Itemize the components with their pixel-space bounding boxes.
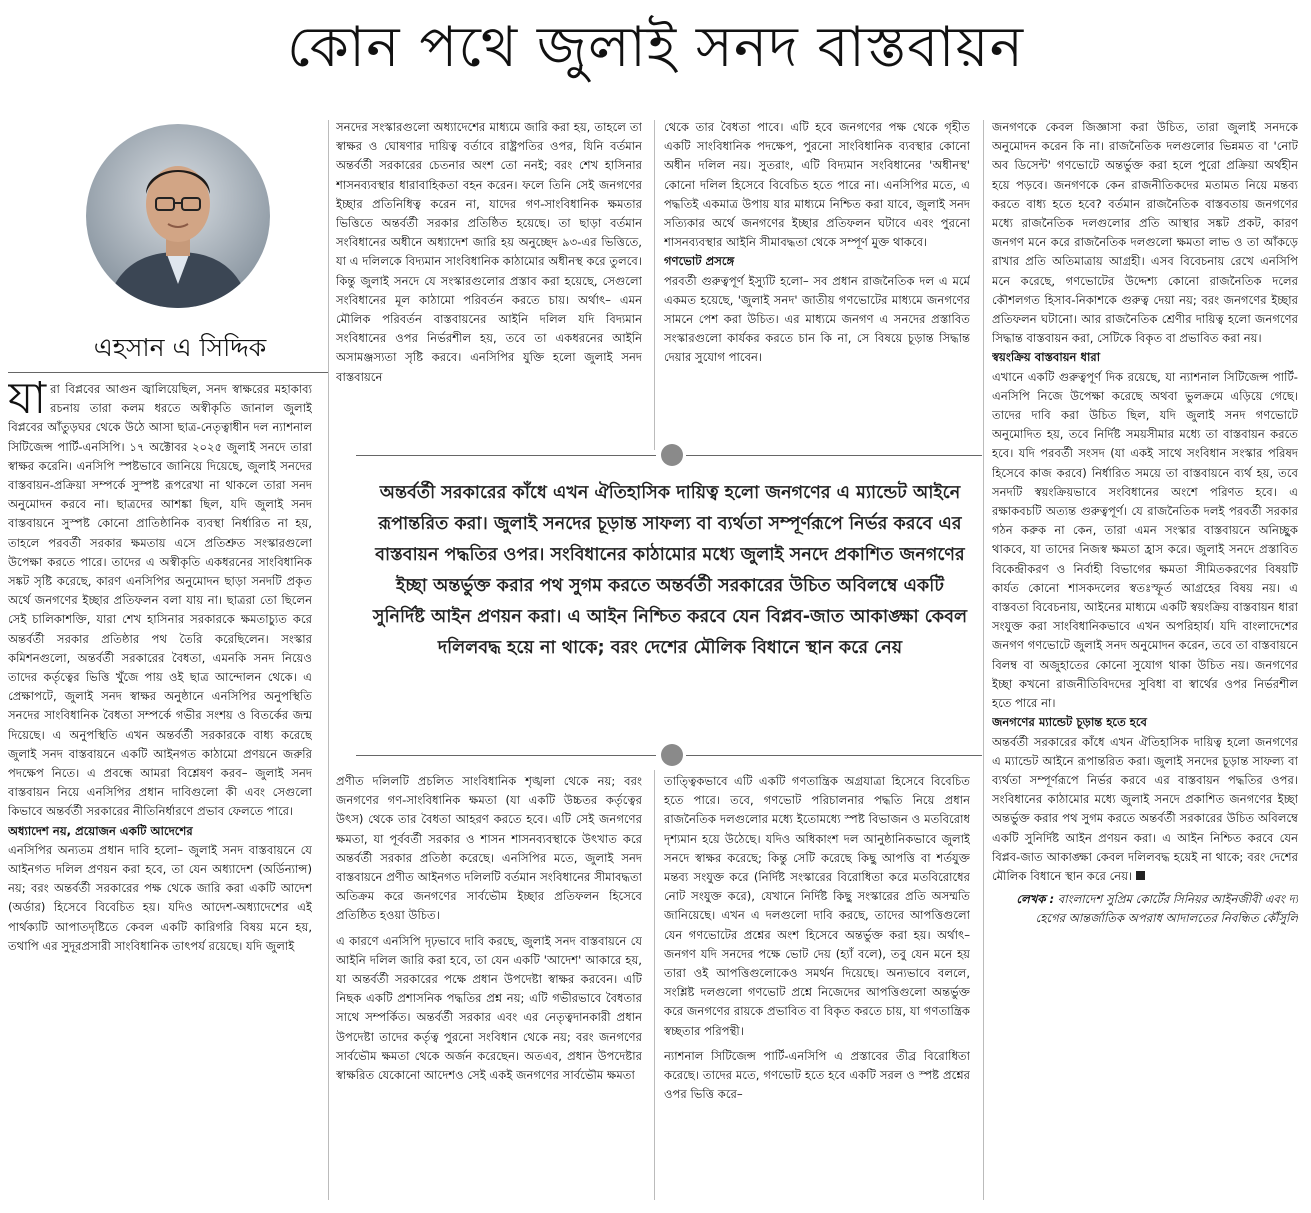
decorative-dot — [661, 744, 683, 766]
pull-quote: অন্তর্বর্তী সরকারের কাঁধে এখন ঐতিহাসিক দায়িত্ব হলো জনগণের এ ম্যান্ডেট আইনে রূপান্তরিত করা। জুলাই সনদের চূড়ান্ত সাফল্য বা ব্যর্থতা সম্পূর্ণরূপে নির্ভর করবে এর বাস্তবায়ন পদ্ধতির ওপর। সংবিধানের কাঠামোর মধ্যে জুলাই সনদে প্রকাশিত জনগণের ইচ্ছা অন্তর্ভুক্ত করার পথ সুগম করতে অন্তর্বর্তী সরকারের উচিত অবিলম্বে একটি সুনির্দিষ্ট আইন প্রণয়ন করা। এ আইন নিশ্চিত করবে যেন বিপ্লব-জাত আকাঙ্ক্ষা কেবল দলিলবদ্ধ হয়ে না থাকে; বরং দেশের মৌলিক বিধানে স্থান করে নেয় — [372, 483, 968, 658]
divider — [686, 455, 982, 456]
paragraph: এখানে একটি গুরুত্বপূর্ণ দিক রয়েছে, যা ন্যাশনাল সিটিজেন্স পার্টি-এনসিপি নিজে উপেক্ষা করেছে অথবা ভুলক্রমে এড়িয়ে গেছে। তাদের দাবি করা উচিত ছিল, যদি জুলাই সনদ গণভোটে অনুমোদিত হয়, তবে নির্দিষ্ট সময়সীমার মধ্যে তা বাস্তবায়ন করতে হবে। যদি পরবর্তী সংসদ (যা একই সাথে সংবিধান সংস্কার পরিষদ হিসেবে কাজ করবে) নির্ধারিত সময়ে তা বাস্তবায়নে ব্যর্থ হয়, তবে সনদটি স্বয়ংক্রিয়ভাবে সংবিধানের অংশে পরিণত হবে। এ রক্ষাকবচটি অত্যন্ত গুরুত্বপূর্ণ। যে রাজনৈতিক দলই পরবর্তী সরকার গঠন করুক না কেন, তারা এমন সংস্কার বাস্তবায়নে অনিচ্ছুক থাকবে, যা তাদের নিজস্ব ক্ষমতা হ্রাস করে। জুলাই সনদে প্রস্তাবিত বিকেন্দ্রীকরণ ও নির্বাহী বিভাগের ক্ষমতা সীমিতকরণের বিষয়টি কার্যত কোনো শাসকদলের স্বতঃস্ফূর্ত আগ্রহের বিষয় নয়। এ বাস্তবতা বিবেচনায়, আইনের মাধ্যমে একটি স্বয়ংক্রিয় বাস্তবায়ন ধারা সংযুক্ত করা সাংবিধানিকভাবে এখন অপরিহার্য। যদি বাংলাদেশের জনগণ গণভোটে জুলাই সনদ অনুমোদন করেন, তবে তা বাস্তবায়নে বিলম্ব বা অজুহাতের কোনো সুযোগ থাকা উচিত নয়। জনগণের ইচ্ছা কখনো রাজনীতিবিদদের সুবিধা বা স্বার্থের ওপর নির্ভরশীল হতে পারে না। — [992, 369, 1298, 711]
paragraph: অন্তর্বর্তী সরকারের কাঁধে এখন ঐতিহাসিক দায়িত্ব হলো জনগণের এ ম্যান্ডেট আইনে রূপান্তরিত করা। জুলাই সনদের চূড়ান্ত সাফল্য বা ব্যর্থতা সম্পূর্ণরূপে নির্ভর করবে এর বাস্তবায়ন পদ্ধতির ওপর। সংবিধানের কাঠামোর মধ্যে জুলাই সনদে প্রকাশিত জনগণের ইচ্ছা অন্তর্ভুক্ত করার পথ সুগম করতে অন্তর্বর্তী সরকারের উচিত অবিলম্বে একটি সুনির্দিষ্ট আইন প্রণয়ন করা। এ আইন নিশ্চিত করবে যেন বিপ্লব-জাত আকাঙ্ক্ষা কেবল দলিলবদ্ধ হয়েই না থাকে; বরং দেশের মৌলিক বিধানে স্থান করে নেয়। — [992, 734, 1298, 883]
column-separator — [654, 770, 655, 1200]
column-separator — [654, 120, 655, 450]
paragraph: প্রণীত দলিলটি প্রচলিত সাংবিধানিক শৃঙ্খলা থেকে নয়; বরং জনগণের গণ-সাংবিধানিক ক্ষমতা (যা একটি উচ্চতর কর্তৃত্বের উৎস) থেকে তার বৈধতা আহরণ করতে হবে। এটি সেই জনগণের ক্ষমতা, যা পূর্ববর্তী সরকার ও শাসন শাসনব্যবস্থাকে উৎখাত করে অন্তর্বর্তী সরকার প্রতিষ্ঠা করেছে। এনসিপির মতে, জুলাই সনদ বাস্তবায়নে প্রণীত আইনগত দলিলটি বর্তমান সংবিধানের সীমাবদ্ধতা অতিক্রম করে জনগণের সার্বভৌম ইচ্ছার প্রতিফলন হিসেবে প্রতিষ্ঠিত হওয়া উচিত। — [336, 774, 642, 923]
end-mark-icon — [1136, 871, 1145, 880]
portrait-image — [86, 124, 270, 308]
divider — [356, 455, 656, 456]
article-column-3-bottom — [664, 772, 970, 1192]
article-column-2-top — [336, 118, 642, 448]
article-column-1 — [8, 380, 312, 1190]
paragraph: তাত্ত্বিকভাবে এটি একটি গণতান্ত্রিক অগ্রযাত্রা হিসেবে বিবেচিত হতে পারে। তবে, গণভোট পরিচালনার পদ্ধতি নিয়ে প্রধান রাজনৈতিক দলগুলোর মধ্যে ইতোমধ্যে স্পষ্ট বিভাজন ও মতবিরোধ দৃশ্যমান হয়ে উঠেছে। যদিও অধিকাংশ দল আনুষ্ঠানিকভাবে জুলাই সনদে স্বাক্ষর করেছে; কিন্তু সেটি করেছে কিছু আপত্তি বা শর্তযুক্ত মন্তব্য সংযুক্ত করে (নির্দিষ্ট সংস্কারের বিরোধিতা করে মতবিরোধের নোট সংযুক্ত করে), যেখানে নির্দিষ্ট কিছু সংস্কারের প্রতি অসম্মতি জানিয়েছে। এখন এ দলগুলো দাবি করছে, তাদের আপত্তিগুলো যেন গণভোটের প্রশ্নের অংশ হিসেবে অন্তর্ভুক্ত করা হয়। অর্থাৎ– জনগণ যদি সনদের পক্ষে ভোট দেয় (হ্যাঁ বলে), তবু যেন মনে হয় তারা ওই আপত্তিগুলোকেও সমর্থন দিয়েছে। অন্যভাবে বললে, সংশ্লিষ্ট দলগুলো গণভোট প্রশ্নে নিজেদের আপত্তিগুলো অন্তর্ভুক্ত করে জনগণের রায়কে প্রভাবিত বা বিকৃত করতে চায়, যা গণতান্ত্রিক স্বচ্ছতার পরিপন্থী। — [664, 774, 970, 1038]
headline: কোন পথে জুলাই সনদ বাস্তবায়ন — [286, 15, 1025, 80]
paragraph: ন্যাশনাল সিটিজেন্স পার্টি-এনসিপি এ প্রস্তাবের তীব্র বিরোধিতা করেছে। তাদের মতে, গণভোট হতে হবে একটি সরল ও স্পষ্ট প্রশ্নের ওপর ভিত্তি করে– — [664, 1048, 970, 1102]
lead-paragraph: যারা বিপ্লবের আগুন জ্বালিয়েছিল, সনদ স্বাক্ষরের মহাকাব্য রচনায় তারা কলম ধরতে অস্বীকৃতি জানাল জুলাই বিপ্লবের আঁতুড়ঘর থেকে উঠে আসা ছাত্র-নেতৃত্বাধীন দল ন্যাশনাল সিটিজেন্স পার্টি-এনসিপি। ১৭ অক্টোবর ২০২৫ জুলাই সনদে তারা স্বাক্ষর করেনি। এনসিপি স্পষ্টভাবে জানিয়ে দিয়েছে, জুলাই সনদের বাস্তবায়ন-প্রক্রিয়া সম্পর্কে সুস্পষ্ট রূপরেখা না থাকলে তারা সনদ অনুমোদন করবে না। ছাত্রদের আশঙ্কা ছিল, যদি জুলাই সনদ বাস্তবায়নে সুস্পষ্ট কোনো প্রাতিষ্ঠানিক ব্যবস্থা নির্ধারিত না হয়, তাহলে পরবর্তী সরকার ক্ষমতায় এসে প্রতিশ্রুত সংস্কারগুলো উপেক্ষা করতে পারে। তাদের এ অস্বীকৃতি একধরনের সাংবিধানিক সঙ্কট সৃষ্টি করেছে, কারণ এনসিপির অনুমোদন ছাড়া সনদটি প্রকৃত অর্থে জনগণের ইচ্ছার প্রতিফলন বলা যায় না। ছাত্ররা তো ছিলেন সেই চালিকাশক্তি, যারা শেখ হাসিনার সরকারকে ক্ষমতাচ্যুত করে অন্তর্বর্তী সরকার প্রতিষ্ঠার পথ তৈরি করেছিলেন। সংস্কার কমিশনগুলো, অন্তর্বর্তী সরকারের বৈধতা, এমনকি সনদ নিয়েও তাদের কর্তৃত্বের ভিত্তি খুঁজে পায় ওই ছাত্র আন্দোলন থেকে। এ প্রেক্ষাপটে, জুলাই সনদ স্বাক্ষর অনুষ্ঠানে এনসিপির অনুপস্থিতি সনদের সাংবিধানিক বৈধতা সম্পর্কে গভীর সংশয় ও বিতর্কের জন্ম দিয়েছে। এ অনুপস্থিতি এখন অন্তর্বর্তী সরকারকে বাধ্য করেছে জুলাই সনদ বাস্তবায়নে একটি আইনগত কাঠামো প্রণয়নে জরুরি পদক্ষেপ নিতে। এ প্রবন্ধে আমরা বিশ্লেষণ করব– জুলাই সনদ বাস্তবায়ন নিয়ে এনসিপির প্রধান দাবিগুলো কী এবং সেগুলো কিভাবে অন্তর্বর্তী সরকারের নীতিনির্ধারণে প্রভাব ফেলতে পারে। — [8, 380, 312, 819]
paragraph: পরবর্তী গুরুত্বপূর্ণ ইস্যুটি হলো– সব প্রধান রাজনৈতিক দল এ মর্মে একমত হয়েছে, 'জুলাই সনদ' জাতীয় গণভোটের মাধ্যমে জনগণের সামনে পেশ করা উচিত। এর মাধ্যমে জনগণ এ সনদের প্রস্তাবিত সংস্কারগুলো কার্যকর করতে চান কি না, সে বিষয়ে চূড়ান্ত সিদ্ধান্ত দেয়ার সুযোগ পাবেন। — [664, 273, 970, 365]
author-name: এহসান এ সিদ্দিক — [93, 333, 267, 362]
paragraph: থেকে তার বৈধতা পাবে। এটি হবে জনগণের পক্ষ থেকে গৃহীত একটি সাংবিধানিক পদক্ষেপ, পুরনো সাংবিধানিক ব্যবস্থার কোনো অধীন দলিল নয়। সুতরাং, এটি বিদ্যমান সংবিধানের 'অধীনস্থ' কোনো দলিল হিসেবে বিবেচিত হতে পারে না। এনসিপির মতে, এ পদ্ধতিই একমাত্র উপায় যার মাধ্যমে নিশ্চিত করা যাবে, জুলাই সনদ সত্যিকার অর্থে জনগণের ইচ্ছার প্রতিফলন ঘটাবে এবং পুরনো শাসনব্যবস্থার আইনি সীমাবদ্ধতা থেকে সম্পূর্ণ মুক্ত থাকবে। — [664, 120, 970, 250]
subhead: গণভোট প্রসঙ্গে — [664, 254, 735, 269]
author-byline: লেখক : বাংলাদেশ সুপ্রিম কোর্টের সিনিয়র আইনজীবী এবং দ্য হেগের আন্তর্জাতিক অপরাধ আদালতের নিবন্ধিত কৌঁসুলি — [1016, 892, 1298, 926]
article-column-3-top — [664, 118, 970, 448]
author-photo — [86, 124, 270, 308]
paragraph: জনগণকে কেবল জিজ্ঞাসা করা উচিত, তারা জুলাই সনদকে অনুমোদন করেন কি না। রাজনৈতিক দলগুলোর ভিন্নমত বা 'নোট অব ডিসেন্ট' গণভোটে অন্তর্ভুক্ত করা হলে পুরো প্রক্রিয়া অর্থহীন হয়ে পড়বে। জনগণকে কেন রাজনীতিকদের মতামত নিয়ে মন্তব্য করতে বাধ্য হতে হবে? বর্তমান রাজনৈতিক বাস্তবতায় জনগণের মধ্যে রাজনৈতিক দলগুলোর প্রতি আস্থার সঙ্কট প্রকট, কারণ জনগণ মনে করে রাজনৈতিক দলগুলো ক্ষমতা লাভ ও তা আঁকড়ে রাখার প্রতি অতিমাত্রায় আগ্রহী। এসব বিবেচনায় রেখে এনসিপি মনে করেছে, গণভোটের উদ্দেশ্য কোনো রাজনৈতিক দলের কৌশলগত হিসাব-নিকাশকে গুরুত্ব দেয়া নয়; বরং জনগণের ইচ্ছার প্রতিফলন ঘটানো। আর রাজনৈতিক শ্রেণীর দায়িত্ব হলো জনগণের সিদ্ধান্ত বাস্তবায়ন করা, সেটিকে বিকৃত বা প্রভাবিত করা নয়। — [992, 120, 1298, 346]
column-separator — [983, 120, 984, 1200]
paragraph: এ কারণে এনসিপি দৃঢ়ভাবে দাবি করছে, জুলাই সনদ বাস্তবায়নে যে আইনি দলিল জারি করা হবে, তা যেন একটি 'আদেশ' আকারে হয়, যা অন্তর্বর্তী সরকারের পক্ষে প্রধান উপদেষ্টা স্বাক্ষর করবেন। এটি নিছক একটি প্রশাসনিক পদ্ধতির প্রশ্ন নয়; এটি গভীরভাবে বৈধতার সাথে সম্পর্কিত। অন্তর্বর্তী সরকার এবং এর নেতৃত্বদানকারী প্রধান উপদেষ্টা তাদের কর্তৃত্ব পুরনো সংবিধান থেকে নয়; বরং জনগণের সার্বভৌম ক্ষমতা থেকে অর্জন করেছেন। অতএব, প্রধান উপদেষ্টার স্বাক্ষরিত যেকোনো আদেশও সেই একই জনগণের সার্বভৌম ক্ষমতা — [336, 933, 642, 1083]
subhead: অধ্যাদেশ নয়, প্রয়োজন একটি আদেশের — [8, 823, 193, 838]
article-column-2-bottom — [336, 772, 642, 1192]
paragraph: এনসিপির অন্যতম প্রধান দাবি হলো– জুলাই সনদ বাস্তবায়নে যে আইনগত দলিল প্রণয়ন করা হবে, তা যেন অধ্যাদেশ (অর্ডিন্যান্স) নয়; বরং অন্তর্বর্তী সরকারের পক্ষ থেকে জারি করা একটি আদেশ (অর্ডার) হিসেবে বিবেচিত হয়। যদিও আদেশ-অধ্যাদেশের এই পার্থক্যটি আপাতদৃষ্টিতে কেবল একটি কারিগরি বিষয় মনে হয়, তথাপি এর সুদূরপ্রসারী সাংবিধানিক তাৎপর্য রয়েছে। যদি জুলাই — [8, 842, 312, 953]
column-separator — [328, 120, 329, 1200]
article-column-4 — [992, 118, 1298, 1208]
subhead: স্বয়ংক্রিয় বাস্তবায়ন ধারা — [992, 350, 1101, 365]
divider — [8, 372, 328, 373]
divider — [356, 755, 656, 756]
paragraph: সনদের সংস্কারগুলো অধ্যাদেশের মাধ্যমে জারি করা হয়, তাহলে তা স্বাক্ষর ও ঘোষণার দায়িত্ব বর্তাবে রাষ্ট্রপতির ওপর, যিনি বর্তমান অন্তর্বর্তী সরকারের চেতনার অংশ তো ননই; বরং শেখ হাসিনার শাসনব্যবস্থার ধারাবাহিকতা বহন করেন। ফলে তিনি সেই জনগণের ইচ্ছার প্রতিনিধিত্ব করেন না, যাদের গণ-সাংবিধানিক ক্ষমতার ভিত্তিতে অন্তর্বর্তী সরকার প্রতিষ্ঠিত হয়েছে। তা ছাড়া বর্তমান সংবিধানের অধীনে অধ্যাদেশ জারি হয় অনুচ্ছেদ ৯৩-এর ভিত্তিতে, যা এ দলিলকে বিদ্যমান সাংবিধানিক কাঠামোর অধীনস্থ করে তুলবে। কিন্তু জুলাই সনদে যে সংস্কারগুলোর প্রস্তাব করা হয়েছে, সেগুলো সংবিধানের মূল কাঠামো পরিবর্তন করতে চায়। অর্থাৎ– এমন মৌলিক পরিবর্তন বাস্তবায়নের আইনি দলিল যদি বিদ্যমান সংবিধানের ওপর নির্ভরশীল হয়, তবে তা একধরনের আইনি অসামঞ্জস্যতা সৃষ্টি করবে। এনসিপির যুক্তি হলো জুলাই সনদ বাস্তবায়নে — [336, 120, 642, 384]
divider — [686, 755, 982, 756]
drop-cap: যা — [8, 380, 47, 424]
subhead: জনগণের ম্যান্ডেট চূড়ান্ত হতে হবে — [992, 715, 1148, 730]
